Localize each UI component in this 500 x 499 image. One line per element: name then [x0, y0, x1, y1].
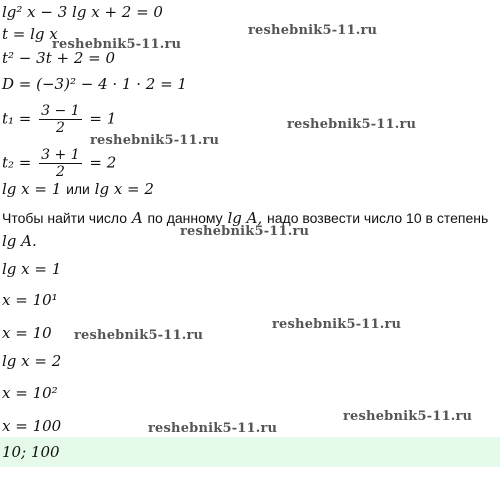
substitution-line: t = lg x	[2, 25, 58, 43]
discriminant-line: D = (−3)² − 4 · 1 · 2 = 1	[2, 75, 187, 93]
case-b: lg x = 2	[94, 180, 154, 198]
t1-fraction	[39, 103, 81, 136]
explanation-end: lg A.	[2, 232, 37, 250]
watermark: reshebnik5-11.ru	[287, 117, 417, 132]
watermark: reshebnik5-11.ru	[90, 133, 220, 148]
case1-power: x = 10¹	[2, 291, 58, 309]
watermark: reshebnik5-11.ru	[272, 317, 402, 332]
equation-line: lg² x − 3 lg x + 2 = 0	[2, 3, 163, 21]
answer-text: 10; 100	[2, 443, 60, 461]
answer-box	[0, 437, 500, 467]
watermark: reshebnik5-11.ru	[52, 37, 182, 52]
or-word: или	[66, 181, 90, 197]
case-a: lg x = 1	[2, 180, 62, 198]
t1-label: t₁ =	[2, 109, 32, 128]
case1-result: x = 10	[2, 324, 52, 342]
t2-denominator: 2	[55, 164, 65, 180]
watermark: reshebnik5-11.ru	[343, 409, 473, 424]
case2-result: x = 100	[2, 417, 62, 435]
watermark: reshebnik5-11.ru	[248, 23, 378, 38]
t2-result: = 2	[89, 153, 117, 172]
explain-text-b: по данному	[147, 210, 223, 226]
explain-var: A	[131, 209, 143, 227]
case1-equation: lg x = 1	[2, 260, 62, 278]
t1-numerator: 3 − 1	[41, 103, 80, 119]
quadratic-line: t² − 3t + 2 = 0	[2, 49, 116, 67]
t1-denominator: 2	[55, 120, 65, 136]
case2-power: x = 10²	[2, 384, 58, 402]
t2-label: t₂ =	[2, 153, 32, 172]
explain-text-c: надо возвести число 10 в степень	[267, 210, 489, 226]
t1-line	[2, 103, 116, 136]
watermark: reshebnik5-11.ru	[148, 421, 278, 436]
case2-equation: lg x = 2	[2, 352, 62, 370]
t1-result: = 1	[89, 109, 117, 128]
explain-text-a: Чтобы найти число	[2, 210, 128, 226]
t2-line	[2, 147, 116, 180]
t2-numerator: 3 + 1	[41, 147, 80, 163]
watermark: reshebnik5-11.ru	[74, 328, 204, 343]
cases-line	[2, 180, 154, 198]
t2-fraction	[39, 147, 81, 180]
explain-lg: lg A,	[227, 209, 263, 227]
watermark: reshebnik5-11.ru	[180, 224, 310, 239]
